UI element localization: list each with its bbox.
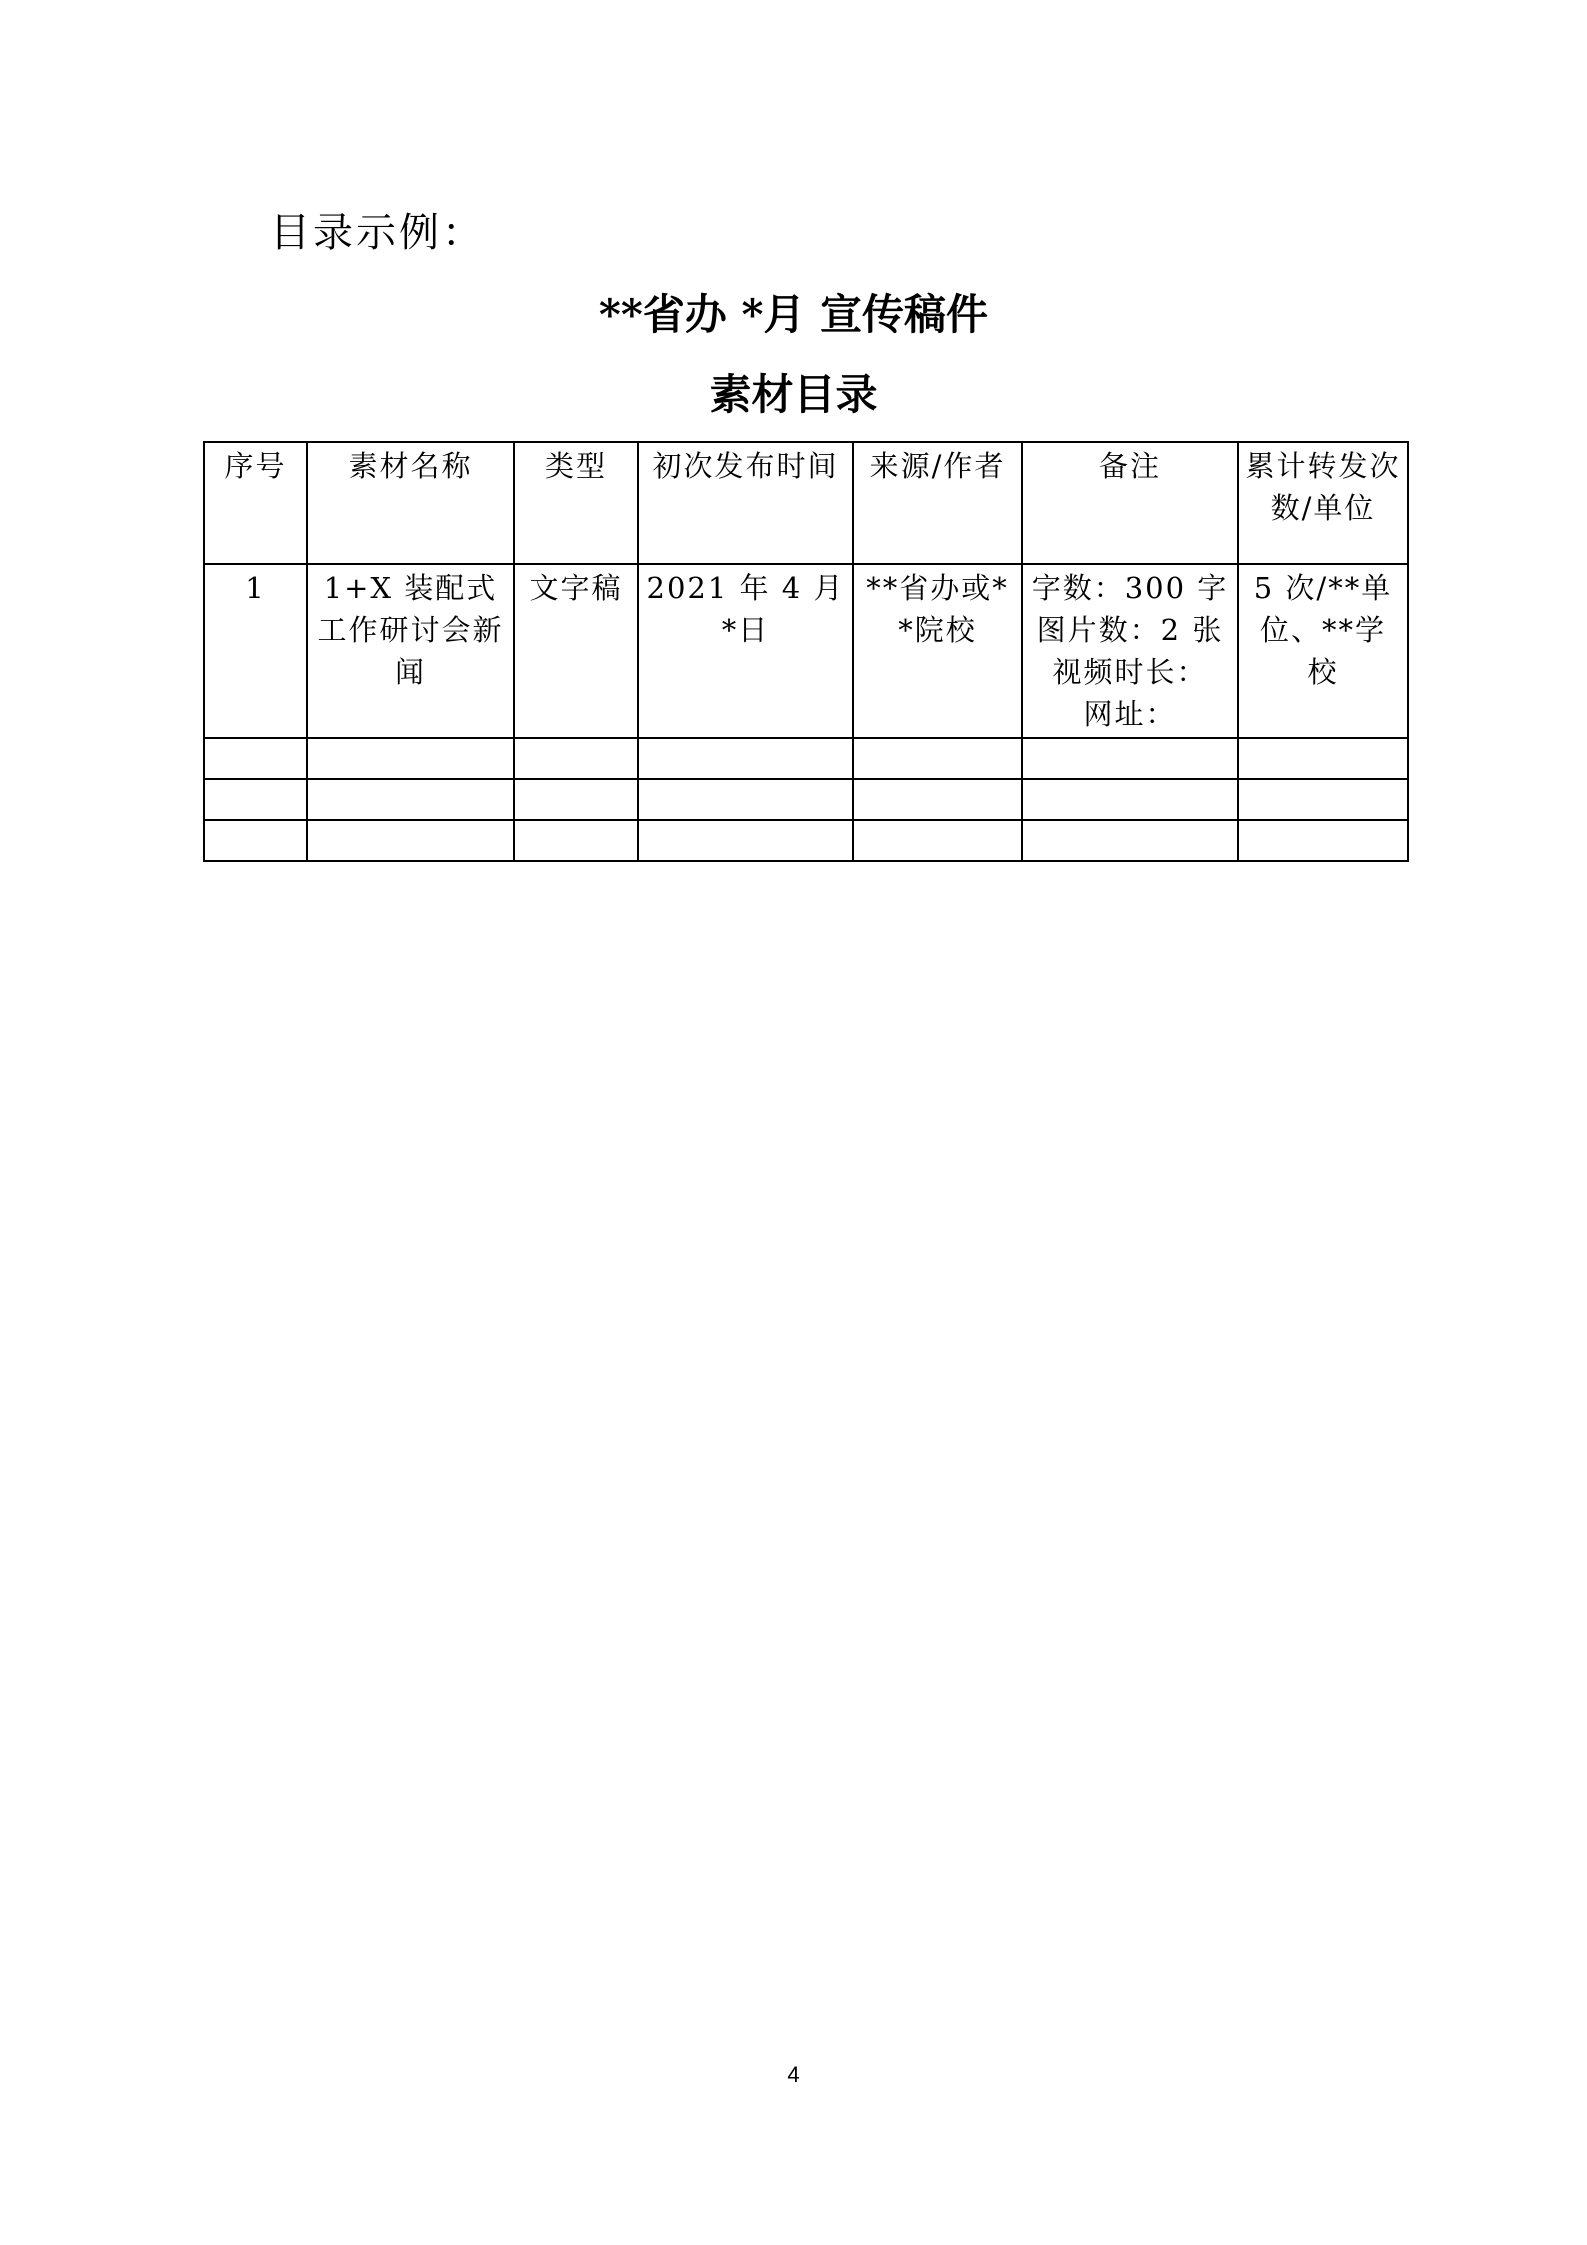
table-cell: [514, 820, 638, 861]
section-label: 目录示例：: [270, 210, 485, 256]
table-header-row: [204, 442, 1408, 564]
cell-type: 文字稿: [514, 564, 638, 738]
table-cell: [307, 820, 514, 861]
table-row: [204, 779, 1408, 820]
table-cell: [853, 820, 1022, 861]
table-cell: [1238, 779, 1408, 820]
header-serial-number: 序号: [204, 442, 307, 564]
table-cell: [1022, 779, 1238, 820]
cell-material-name: 1+X 装配式工作研讨会新闻: [307, 564, 514, 738]
header-first-publish-time: 初次发布时间: [638, 442, 853, 564]
header-remarks: 备注: [1022, 442, 1238, 564]
table-cell: [204, 738, 307, 779]
header-source-author: 来源/作者: [853, 442, 1022, 564]
cell-remarks: 字数：300 字 图片数：2 张 视频时长： 网址：: [1022, 564, 1238, 738]
document-subtitle: 素材目录: [709, 370, 878, 419]
table-cell: [853, 779, 1022, 820]
table-cell: [514, 738, 638, 779]
table-cell: [638, 820, 853, 861]
table-row: [204, 738, 1408, 779]
table-cell: [1238, 738, 1408, 779]
cell-first-publish-time: 2021 年 4 月*日: [638, 564, 853, 738]
document-title: **省办 *月 宣传稿件: [598, 290, 989, 339]
header-material-name: 素材名称: [307, 442, 514, 564]
cell-repost-count-unit: 5 次/**单位、**学校: [1238, 564, 1408, 738]
page-number: 4: [787, 2062, 800, 2087]
header-repost-count-unit: 累计转发次数/单位: [1238, 442, 1408, 564]
table-cell: [204, 820, 307, 861]
table-cell: [204, 779, 307, 820]
table-cell: [307, 779, 514, 820]
material-catalog-table: [203, 441, 1409, 862]
table-cell: [307, 738, 514, 779]
table-cell: [638, 779, 853, 820]
table-cell: [638, 738, 853, 779]
table-row: [204, 820, 1408, 861]
table-cell: [1238, 820, 1408, 861]
cell-serial-number: 1: [204, 564, 307, 738]
table-cell: [1022, 820, 1238, 861]
cell-source-author: **省办或**院校: [853, 564, 1022, 738]
table-row: [204, 564, 1408, 738]
table-cell: [853, 738, 1022, 779]
table-cell: [514, 779, 638, 820]
table-cell: [1022, 738, 1238, 779]
header-type: 类型: [514, 442, 638, 564]
